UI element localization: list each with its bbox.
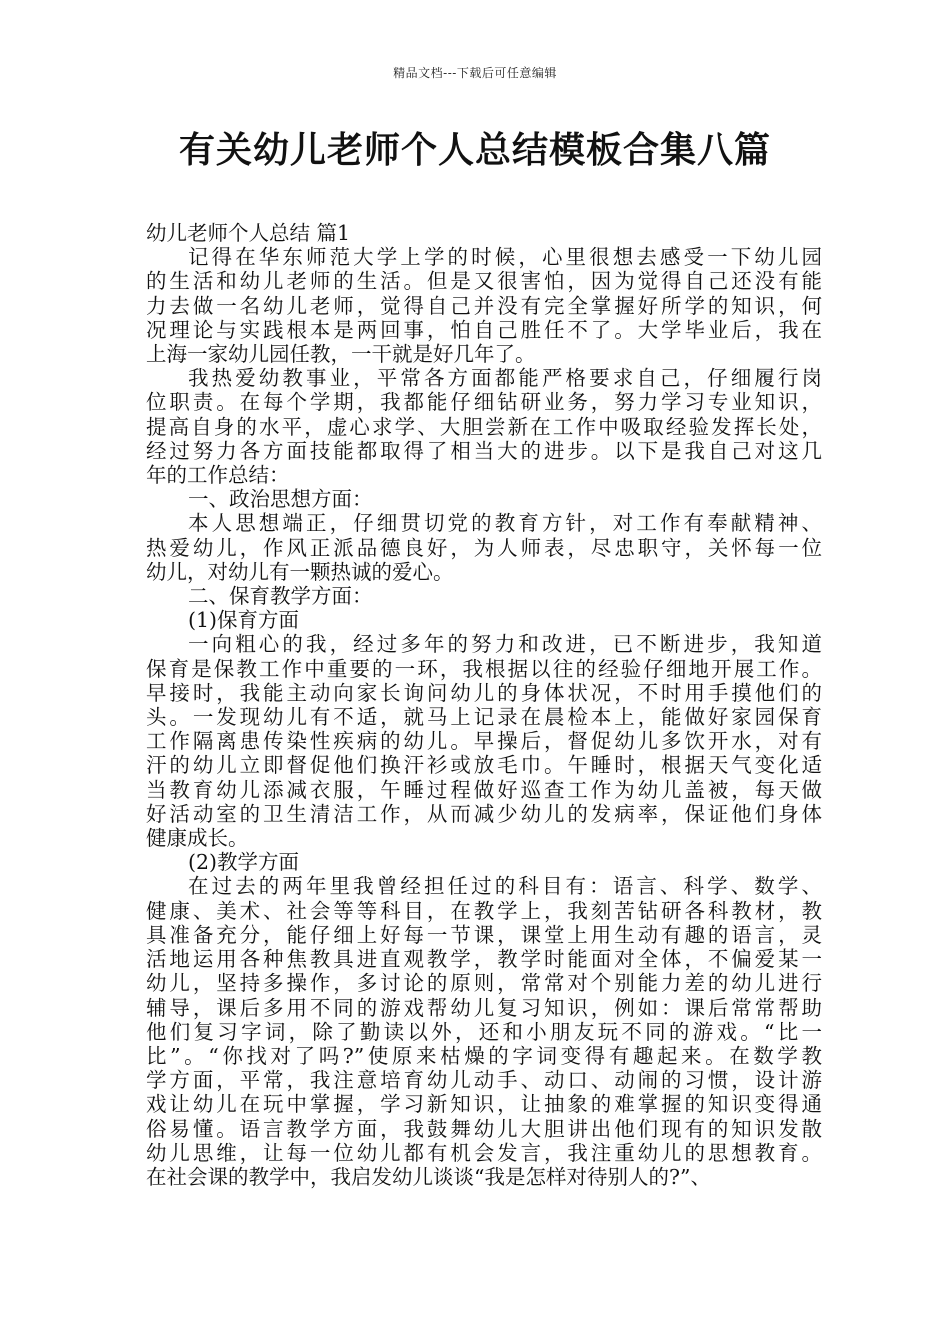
paragraph-line: 况理论与实践根本是两回事，怕自己胜任不了。大学毕业后，我在: [146, 317, 822, 342]
paragraph: [146, 366, 822, 487]
paragraph-line: 保育是保教工作中重要的一环，我根据以往的经验仔细地开展工作。: [146, 656, 822, 681]
paragraph-line: 汗的幼儿立即督促他们换汗衫或放毛巾。午睡时，根据天气变化适: [146, 753, 822, 778]
paragraph-line: 在社会课的教学中，我启发幼儿谈谈“我是怎样对待别人的?”、: [146, 1164, 711, 1189]
paragraph-line: 戏让幼儿在玩中掌握，学习新知识，让抽象的难掌握的知识变得通: [146, 1092, 822, 1117]
paragraph-line: 二、保育教学方面：: [188, 584, 373, 609]
header-note: 精品文档---下载后可任意编辑: [393, 66, 557, 80]
paragraph-line: 我热爱幼教事业，平常各方面都能严格要求自己，仔细履行岗: [188, 366, 822, 391]
paragraph-line: 幼儿，对幼儿有一颗热诚的爱心。: [146, 559, 454, 584]
paragraph-line: 活地运用各种焦教具进直观教学，教学时能面对全体，不偏爱某一: [146, 947, 822, 972]
paragraph-line: 幼儿思维，让每一位幼儿都有机会发言，我注重幼儿的思想教育。: [146, 1140, 822, 1165]
paragraph-line: 一、政治思想方面：: [188, 487, 373, 512]
paragraph-line: 工作隔离患传染性疾病的幼儿。早操后，督促幼儿多饮开水，对有: [146, 729, 822, 754]
paragraph-line: 热爱幼儿，作风正派品德良好，为人师表，尽忠职守，关怀每一位: [146, 535, 822, 560]
paragraph-line: 早接时，我能主动向家长询问幼儿的身体状况，不时用手摸他们的: [146, 680, 822, 705]
paragraph: [146, 608, 822, 632]
paragraph-line: 一向粗心的我，经过多年的努力和改进，已不断进步，我知道: [188, 632, 822, 657]
paragraph-line: 年的工作总结：: [146, 463, 290, 488]
paragraph: [146, 511, 822, 584]
paragraph-line: 头。一发现幼儿有不适，就马上记录在晨检本上，能做好家园保育: [146, 705, 822, 730]
paragraph: [146, 632, 822, 850]
paragraph-line: (2)教学方面: [188, 850, 300, 875]
paragraph-line: 提高自身的水平，虚心求学、大胆尝新在工作中吸取经验发挥长处，: [146, 414, 822, 439]
paragraph-line: 他们复习字词，除了勤读以外，还和小朋友玩不同的游戏。“比一: [146, 1019, 822, 1044]
paragraph: [146, 850, 822, 874]
section-heading: 幼儿老师个人总结 篇1: [146, 221, 351, 245]
paragraph-line: 当教育幼儿添减衣服，午睡过程做好巡查工作为幼儿盖被，每天做: [146, 777, 822, 802]
paragraph-line: 的生活和幼儿老师的生活。但是又很害怕，因为觉得自己还没有能: [146, 269, 822, 294]
paragraph-line: 学方面，平常，我注意培育幼儿动手、动口、动闹的习惯，设计游: [146, 1068, 822, 1093]
document-body: [146, 221, 822, 1189]
paragraph-line: 在过去的两年里我曾经担任过的科目有：语言、科学、数学、: [188, 874, 822, 899]
paragraph-line: 好活动室的卫生清洁工作，从而减少幼儿的发病率，保证他们身体: [146, 801, 822, 826]
paragraph-line: 经过努力各方面技能都取得了相当大的进步。以下是我自己对这几: [146, 438, 822, 463]
paragraph-line: 俗易懂。语言教学方面，我鼓舞幼儿大胆讲出他们现有的知识发散: [146, 1116, 822, 1141]
paragraph-line: 幼儿，坚持多操作，多讨论的原则，常常对个别能力差的幼儿进行: [146, 971, 822, 996]
paragraph: [146, 487, 822, 511]
paragraph-line: 记得在华东师范大学上学的时候，心里很想去感受一下幼儿园: [188, 245, 822, 270]
paragraph-line: 上海一家幼儿园任教，一干就是好几年了。: [146, 342, 536, 367]
paragraph: [146, 584, 822, 608]
paragraph-line: 健康成长。: [146, 826, 249, 851]
paragraph-line: 健康、美术、社会等等科目，在教学上，我刻苦钻研各科教材，教: [146, 898, 822, 923]
paragraph-line: 位职责。在每个学期，我都能仔细钻研业务，努力学习专业知识，: [146, 390, 822, 415]
paragraph: [146, 245, 822, 366]
paragraph-line: 辅导，课后多用不同的游戏帮幼儿复习知识，例如：课后常常帮助: [146, 995, 822, 1020]
paragraph-line: (1)保育方面: [188, 608, 300, 633]
paragraph-line: 本人思想端正，仔细贯切党的教育方针，对工作有奉献精神、: [188, 511, 822, 536]
document-title: 有关幼儿老师个人总结模板合集八篇: [178, 130, 771, 171]
paragraph-line: 具准备充分，能仔细上好每一节课，课堂上用生动有趣的语言，灵: [146, 922, 822, 947]
paragraph-line: 比”。“你找对了吗?”使原来枯燥的字词变得有趣起来。在数学教: [146, 1043, 822, 1068]
paragraph-list: [146, 245, 822, 1189]
paragraph-line: 力去做一名幼儿老师，觉得自己并没有完全掌握好所学的知识，何: [146, 293, 822, 318]
paragraph: [146, 874, 822, 1189]
